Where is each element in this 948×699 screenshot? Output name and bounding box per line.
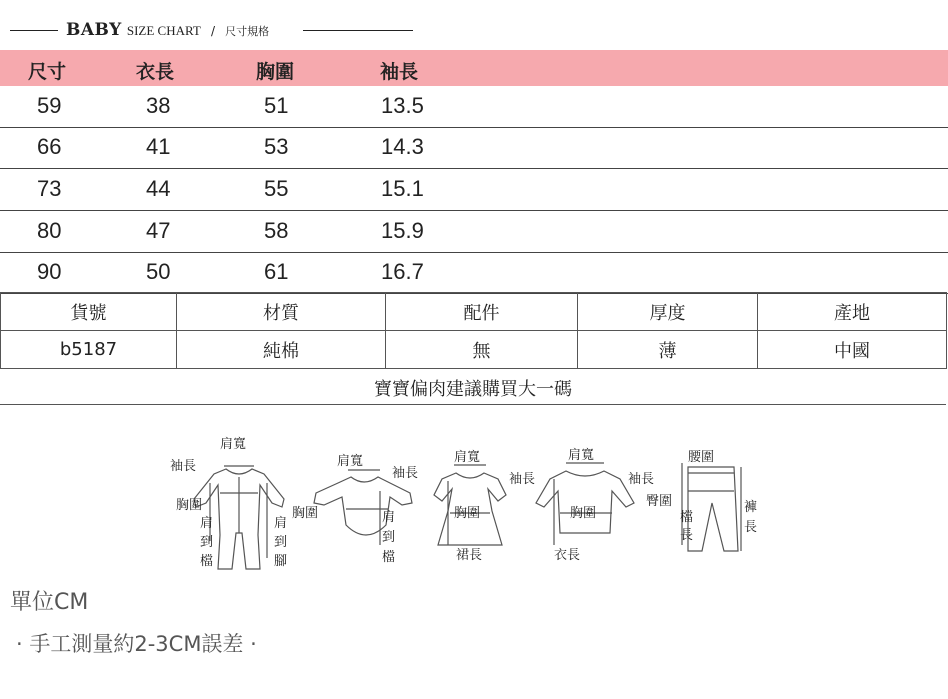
- romper-label-shoulder-width: 肩寬: [220, 437, 247, 452]
- info-item-no: b5187: [1, 331, 177, 369]
- romper-label-shoulder-2: 肩: [274, 516, 288, 531]
- top-label-shoulder-width: 肩寬: [568, 448, 595, 463]
- cell-chest: 61: [264, 259, 289, 284]
- info-header-row: [1, 293, 947, 331]
- cell-chest: 58: [264, 218, 289, 243]
- cell-chest: 51: [264, 93, 289, 118]
- header-sleeve: 袖長: [380, 61, 419, 83]
- title-line-right: [303, 30, 413, 31]
- bodysuit-label-shoulder-width: 肩寬: [337, 454, 364, 469]
- info-header-thickness: 厚度: [578, 293, 758, 331]
- top-label-chest: 胸圍: [570, 506, 597, 521]
- cell-sleeve: 14.3: [381, 134, 424, 159]
- pants-label-pants: 褲: [744, 500, 758, 515]
- title-separator: /: [210, 24, 215, 38]
- pants-label-hip: 臀圍: [646, 494, 673, 509]
- bodysuit-illustration: [314, 470, 412, 545]
- table-row: [0, 210, 948, 253]
- top-label-sleeve: 袖長: [628, 472, 655, 487]
- cell-sleeve: 13.5: [381, 93, 424, 118]
- title-baby: BABY: [66, 20, 122, 40]
- info-thickness: 薄: [578, 331, 758, 369]
- size-chart-title: [0, 18, 948, 44]
- top-label-length: 衣長: [554, 548, 581, 563]
- table-row: [0, 126, 948, 169]
- unit-label: 單位CM: [10, 590, 89, 615]
- note-text: 寶寶偏肉建議購買大一碼: [374, 379, 572, 400]
- romper-label-shoulder: 肩: [200, 516, 214, 531]
- pants-label-crotch-length: 長: [680, 528, 694, 543]
- product-info-table: [0, 292, 947, 369]
- info-header-material: 材質: [177, 293, 386, 331]
- cell-sleeve: 15.1: [381, 176, 424, 201]
- dress-label-skirt-length: 裙長: [456, 548, 483, 563]
- cell-chest: 55: [264, 176, 289, 201]
- romper-label-to: 到: [200, 535, 214, 550]
- dress-label-chest: 胸圍: [454, 506, 481, 521]
- cell-size: 59: [37, 93, 62, 118]
- bodysuit-label-to: 到: [382, 530, 396, 545]
- cell-length: 38: [146, 93, 171, 118]
- header-length: 衣長: [136, 61, 175, 83]
- header-chest: 胸圍: [256, 61, 295, 83]
- dress-illustration: [434, 465, 506, 545]
- table-row: [0, 168, 948, 211]
- cell-length: 50: [146, 259, 171, 284]
- size-recommendation-note: [0, 368, 946, 405]
- cell-size: 90: [37, 259, 62, 284]
- dress-label-sleeve: 袖長: [509, 472, 536, 487]
- cell-sleeve: 15.9: [381, 218, 424, 243]
- romper-label-sleeve: 袖長: [170, 459, 197, 474]
- info-origin: 中國: [758, 331, 947, 369]
- size-table-header: [0, 50, 948, 86]
- info-header-origin: 產地: [758, 293, 947, 331]
- title-size-chart: SIZE CHART: [126, 23, 201, 38]
- info-accessory: 無: [386, 331, 578, 369]
- cell-length: 44: [146, 176, 171, 201]
- bodysuit-label-crotch: 檔: [382, 550, 396, 565]
- romper-label-foot: 腳: [274, 554, 288, 569]
- pants-label-crotch: 檔: [680, 510, 694, 525]
- romper-label-chest: 胸圍: [176, 498, 203, 513]
- cell-size: 80: [37, 218, 62, 243]
- measurement-diagram: [166, 433, 766, 578]
- romper-label-crotch: 檔: [200, 554, 214, 569]
- measurement-error-note: · 手工測量約2-3CM誤差 ·: [16, 632, 257, 656]
- top-illustration: [536, 463, 634, 545]
- bodysuit-label-shoulder: 肩: [382, 510, 396, 525]
- cell-size: 73: [37, 176, 62, 201]
- pants-label-waist: 腰圍: [688, 450, 715, 465]
- cell-length: 41: [146, 134, 171, 159]
- cell-size: 66: [37, 134, 62, 159]
- table-row: [0, 251, 948, 294]
- title-chinese: 尺寸規格: [225, 25, 270, 38]
- table-row: [0, 85, 948, 128]
- bodysuit-label-chest: 胸圍: [292, 506, 319, 521]
- info-value-row: [1, 331, 947, 369]
- dress-label-shoulder-width: 肩寬: [454, 450, 481, 465]
- cell-chest: 53: [264, 134, 289, 159]
- bodysuit-label-sleeve: 袖長: [392, 466, 419, 481]
- cell-length: 47: [146, 218, 171, 243]
- header-size: 尺寸: [28, 61, 67, 83]
- info-header-accessory: 配件: [386, 293, 578, 331]
- info-material: 純棉: [177, 331, 386, 369]
- title-text: [66, 20, 269, 40]
- pants-label-pants-length: 長: [744, 520, 758, 535]
- cell-sleeve: 16.7: [381, 259, 424, 284]
- title-line-left: [10, 30, 58, 31]
- info-header-item-no: 貨號: [1, 293, 177, 331]
- romper-label-to-2: 到: [274, 535, 288, 550]
